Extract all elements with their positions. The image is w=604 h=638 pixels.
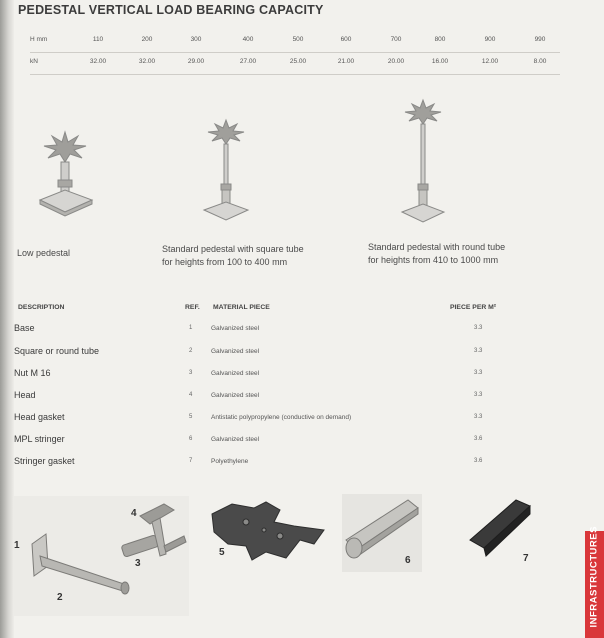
table-divider <box>30 74 560 75</box>
part-pieces: 3.3 <box>474 370 483 376</box>
load-cell: 32.00 <box>138 58 156 65</box>
header-ref: REF. <box>185 304 200 311</box>
part-name: Base <box>14 323 35 333</box>
caption-line: Standard pedestal with square tube <box>162 244 304 254</box>
height-cell: 200 <box>141 36 153 43</box>
photo-number: 1 <box>14 540 20 551</box>
part-ref: 3 <box>189 370 193 376</box>
part-pieces: 3.6 <box>474 458 483 464</box>
caption-line: for heights from 100 to 400 mm <box>162 257 288 267</box>
book-spine-shadow <box>0 0 14 638</box>
header-pieces: PIECE PER M² <box>450 304 497 311</box>
load-cell: 29.00 <box>187 58 205 65</box>
load-cell: 21.00 <box>337 58 355 65</box>
height-cell: 400 <box>242 36 254 43</box>
photo-number: 2 <box>57 592 63 603</box>
height-cell: 990 <box>534 36 546 43</box>
load-cell: 27.00 <box>239 58 257 65</box>
square-tube-pedestal-illustration <box>196 118 256 224</box>
part-name: MPL stringer <box>14 434 65 444</box>
pedestal-caption-low <box>17 247 70 260</box>
part-pieces: 3.3 <box>474 392 483 398</box>
table-row <box>14 412 534 432</box>
part-ref: 5 <box>189 414 193 420</box>
caption-line: Low pedestal <box>17 248 71 258</box>
part-ref: 6 <box>189 436 193 442</box>
photo-number: 7 <box>523 553 529 564</box>
header-material: MATERIAL PIECE <box>213 304 270 311</box>
part-ref: 2 <box>189 348 193 354</box>
height-cell: 500 <box>292 36 304 43</box>
table-divider <box>30 52 560 53</box>
height-cell: 700 <box>390 36 402 43</box>
part-material: Galvanized steel <box>211 348 260 355</box>
part-pieces: 3.3 <box>474 325 483 331</box>
table-row <box>14 368 534 388</box>
load-cell: 12.00 <box>481 58 499 65</box>
part-name: Head gasket <box>14 412 65 422</box>
load-cell: 25.00 <box>289 58 307 65</box>
part-name: Head <box>14 390 36 400</box>
part-name: Stringer gasket <box>14 456 75 466</box>
header-description: DESCRIPTION <box>18 304 65 311</box>
height-cell: 600 <box>340 36 352 43</box>
load-cell: 32.00 <box>89 58 107 65</box>
pedestal-caption-square <box>162 243 304 269</box>
height-cell: 900 <box>484 36 496 43</box>
load-cell: 8.00 <box>533 58 547 65</box>
load-row <box>30 58 560 80</box>
part-ref: 4 <box>189 392 193 398</box>
part-pieces: 3.6 <box>474 436 483 442</box>
part-pieces: 3.3 <box>474 348 483 354</box>
load-cell: 20.00 <box>387 58 405 65</box>
part-ref: 1 <box>189 325 193 331</box>
height-row-label: H mm <box>30 36 48 43</box>
part-material: Galvanized steel <box>211 392 260 399</box>
base-tube-nut-head-photo <box>14 496 189 616</box>
table-row <box>14 434 534 454</box>
height-cell: 110 <box>92 36 104 43</box>
part-material: Galvanized steel <box>211 325 260 332</box>
part-material: Polyethylene <box>211 458 249 465</box>
part-ref: 7 <box>189 458 193 464</box>
load-row-label: kN <box>30 58 38 65</box>
table-row <box>14 323 534 343</box>
photo-number: 4 <box>131 508 137 519</box>
photo-number: 5 <box>219 547 225 558</box>
page-title: PEDESTAL VERTICAL LOAD BEARING CAPACITY <box>18 3 324 17</box>
caption-line: Standard pedestal with round tube <box>368 242 506 252</box>
table-row <box>14 346 534 366</box>
low-pedestal-illustration <box>30 128 100 220</box>
caption-line: for heights from 410 to 1000 mm <box>368 255 499 265</box>
part-name: Square or round tube <box>14 346 100 356</box>
height-row <box>30 36 560 58</box>
table-row <box>14 456 534 476</box>
round-tube-pedestal-illustration <box>392 98 454 226</box>
load-cell: 16.00 <box>431 58 449 65</box>
pedestal-caption-round <box>368 241 505 267</box>
height-cell: 800 <box>434 36 446 43</box>
part-pieces: 3.3 <box>474 414 483 420</box>
part-material: Galvanized steel <box>211 436 260 443</box>
section-side-tab-label: INFRASTRUCTURES <box>588 526 600 628</box>
section-side-tab <box>585 526 604 638</box>
part-material: Antistatic polypropylene (conductive on demand) <box>211 414 352 421</box>
table-row <box>14 390 534 410</box>
photo-number: 3 <box>135 558 141 569</box>
part-material: Galvanized steel <box>211 370 260 377</box>
height-cell: 300 <box>190 36 202 43</box>
part-name: Nut M 16 <box>14 368 51 378</box>
photo-number: 6 <box>405 555 411 566</box>
